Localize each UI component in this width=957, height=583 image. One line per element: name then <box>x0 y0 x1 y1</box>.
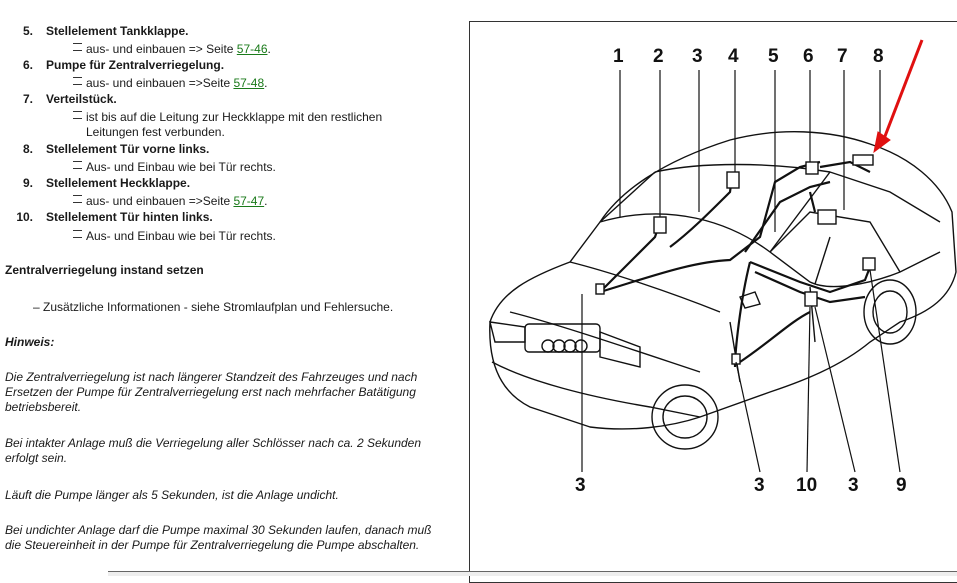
hinweis-paragraph: Die Zentralverriegelung ist nach längerer Standzeit des Fahrzeuges und nach Ersetzen der Pumpe für Zentralverriegelung erst nach mehrfacher Batätigung betriebsbereit. <box>5 370 418 414</box>
note-bullet-icon <box>73 111 82 119</box>
hinweis-paragraph: Läuft die Pumpe länger als 5 Sekunden, ist die Anlage undicht. <box>5 488 339 502</box>
item-note: aus- und einbauen =>Seite 57-47. <box>73 193 268 209</box>
item-number: 5. <box>22 24 33 38</box>
callout-3: 3 <box>575 475 586 496</box>
note-bullet-icon <box>73 195 82 203</box>
note-bullet-icon <box>73 161 82 169</box>
hinweis-paragraph: Bei intakter Anlage muß die Verriegelung aller Schlösser nach ca. 2 Sekunden erfolgt sein. <box>5 436 422 465</box>
item-title: Verteilstück. <box>46 92 117 106</box>
item-number: 6. <box>22 58 33 72</box>
page-link[interactable]: 57-48 <box>233 76 265 90</box>
item-number: 8. <box>22 142 33 156</box>
hinweis-label: Hinweis: <box>5 335 55 349</box>
callout-5: 5 <box>768 46 779 67</box>
callout-4: 4 <box>728 46 739 67</box>
item-note: Aus- und Einbau wie bei Tür rechts. <box>73 228 276 244</box>
item-number: 7. <box>22 92 33 106</box>
item-number: 10. <box>16 210 33 224</box>
callout-1: 1 <box>613 46 624 67</box>
item-note: Aus- und Einbau wie bei Tür rechts. <box>73 159 276 175</box>
callout-6: 6 <box>803 46 814 67</box>
item-title: Stellelement Tür hinten links. <box>46 210 213 224</box>
item-note-continued: Leitungen fest verbunden. <box>86 125 225 139</box>
note-bullet-icon <box>73 43 82 51</box>
item-title: Stellelement Tür vorne links. <box>46 142 210 156</box>
section-heading: Zentralverriegelung instand setzen <box>5 263 204 277</box>
item-note: ist bis auf die Leitung zur Heckklappe mit den restlichen <box>73 109 382 125</box>
car-illustration <box>470 22 957 582</box>
callout-3: 3 <box>692 46 703 67</box>
item-number: 9. <box>22 176 33 190</box>
item-title: Pumpe für Zentralverriegelung. <box>46 58 225 72</box>
item-note: aus- und einbauen => Seite 57-46. <box>73 41 271 57</box>
note-bullet-icon <box>73 77 82 85</box>
note-bullet-icon <box>73 230 82 238</box>
callout-10: 10 <box>796 475 818 496</box>
car-diagram-figure <box>469 21 957 583</box>
callout-3: 3 <box>754 475 765 496</box>
info-line: – Zusätzliche Informationen - siehe Stromlaufplan und Fehlersuche. <box>33 300 394 314</box>
page-link[interactable]: 57-47 <box>233 194 265 208</box>
item-title: Stellelement Tankklappe. <box>46 24 189 38</box>
hinweis-paragraph: Bei undichter Anlage darf die Pumpe maximal 30 Sekunden laufen, danach muß die Steuereinheit in der Pumpe für Zentralverriegelung die Pumpe abschalten. <box>5 523 432 552</box>
page-link[interactable]: 57-46 <box>236 42 268 56</box>
callout-9: 9 <box>896 475 907 496</box>
callout-8: 8 <box>873 46 884 67</box>
callout-7: 7 <box>837 46 848 67</box>
item-note: aus- und einbauen =>Seite 57-48. <box>73 75 268 91</box>
item-title: Stellelement Heckklappe. <box>46 176 191 190</box>
callout-2: 2 <box>653 46 664 67</box>
callout-3: 3 <box>848 475 859 496</box>
bottom-scroll-edge <box>108 571 957 576</box>
